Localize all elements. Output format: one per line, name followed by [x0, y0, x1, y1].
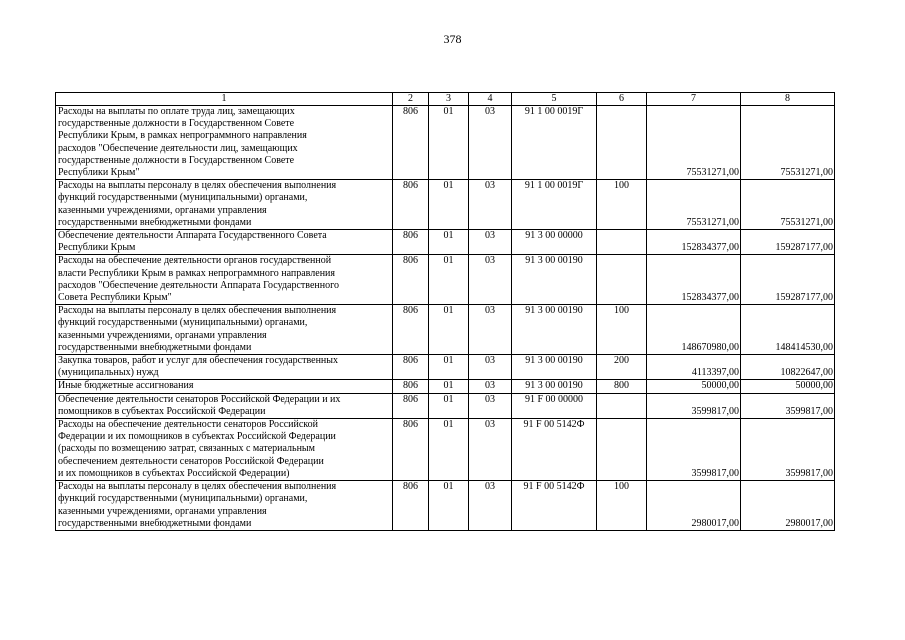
cell-expense-name: Закупка товаров, работ и услуг для обеспечения государственных (муниципальных) нужд — [56, 355, 393, 380]
cell-subsection-code: 03 — [469, 180, 512, 230]
cell-expense-name: Расходы на выплаты персоналу в целях обеспечения выполнения функций государственными (муниципальными) органами, казенными учреждениями, органами управления государственными внебюджетными фондами — [56, 481, 393, 531]
cell-target-article: 91 3 00 00190 — [512, 380, 597, 393]
cell-ministry-code: 806 — [393, 380, 429, 393]
table-header-row — [56, 93, 835, 106]
cell-expense-type: 100 — [597, 305, 647, 355]
cell-amount-col8: 3599817,00 — [741, 393, 835, 418]
cell-subsection-code: 03 — [469, 255, 512, 305]
cell-section-code: 01 — [429, 305, 469, 355]
cell-subsection-code: 03 — [469, 106, 512, 180]
cell-expense-name: Иные бюджетные ассигнования — [56, 380, 393, 393]
cell-subsection-code: 03 — [469, 305, 512, 355]
cell-section-code: 01 — [429, 230, 469, 255]
cell-expense-type — [597, 393, 647, 418]
column-header: 5 — [512, 93, 597, 106]
budget-table — [55, 92, 835, 531]
cell-subsection-code: 03 — [469, 419, 512, 481]
cell-subsection-code: 03 — [469, 380, 512, 393]
cell-amount-col7: 75531271,00 — [647, 106, 741, 180]
cell-ministry-code: 806 — [393, 305, 429, 355]
cell-amount-col8: 75531271,00 — [741, 106, 835, 180]
cell-expense-name: Обеспечение деятельности Аппарата Государственного Совета Республики Крым — [56, 230, 393, 255]
cell-expense-name: Обеспечение деятельности сенаторов Российской Федерации и их помощников в субъектах Российской Федерации — [56, 393, 393, 418]
cell-amount-col8: 2980017,00 — [741, 481, 835, 531]
cell-ministry-code: 806 — [393, 106, 429, 180]
cell-expense-name: Расходы на выплаты персоналу в целях обеспечения выполнения функций государственными (муниципальными) органами, казенными учреждениями, органами управления государственными внебюджетными фондами — [56, 180, 393, 230]
cell-section-code: 01 — [429, 481, 469, 531]
cell-amount-col7: 3599817,00 — [647, 419, 741, 481]
cell-target-article: 91 F 00 5142Ф — [512, 419, 597, 481]
cell-amount-col8: 10822647,00 — [741, 355, 835, 380]
cell-section-code: 01 — [429, 255, 469, 305]
cell-subsection-code: 03 — [469, 355, 512, 380]
cell-amount-col8: 148414530,00 — [741, 305, 835, 355]
cell-expense-type: 100 — [597, 481, 647, 531]
cell-amount-col7: 50000,00 — [647, 380, 741, 393]
cell-amount-col8: 75531271,00 — [741, 180, 835, 230]
cell-amount-col7: 148670980,00 — [647, 305, 741, 355]
page-number: 378 — [443, 32, 462, 46]
cell-amount-col7: 2980017,00 — [647, 481, 741, 531]
cell-amount-col7: 3599817,00 — [647, 393, 741, 418]
cell-amount-col7: 75531271,00 — [647, 180, 741, 230]
cell-ministry-code: 806 — [393, 393, 429, 418]
cell-target-article: 91 1 00 0019Г — [512, 106, 597, 180]
table-row — [56, 180, 835, 230]
cell-subsection-code: 03 — [469, 393, 512, 418]
cell-section-code: 01 — [429, 180, 469, 230]
table-row — [56, 230, 835, 255]
cell-expense-type — [597, 419, 647, 481]
cell-section-code: 01 — [429, 419, 469, 481]
column-header: 2 — [393, 93, 429, 106]
cell-amount-col7: 152834377,00 — [647, 255, 741, 305]
cell-target-article: 91 3 00 00000 — [512, 230, 597, 255]
column-header: 3 — [429, 93, 469, 106]
cell-ministry-code: 806 — [393, 355, 429, 380]
table-row — [56, 106, 835, 180]
cell-ministry-code: 806 — [393, 255, 429, 305]
cell-amount-col7: 152834377,00 — [647, 230, 741, 255]
cell-ministry-code: 806 — [393, 481, 429, 531]
column-header: 8 — [741, 93, 835, 106]
cell-amount-col8: 50000,00 — [741, 380, 835, 393]
cell-expense-type — [597, 255, 647, 305]
column-header: 1 — [56, 93, 393, 106]
column-header: 6 — [597, 93, 647, 106]
cell-target-article: 91 1 00 0019Г — [512, 180, 597, 230]
cell-expense-type: 800 — [597, 380, 647, 393]
cell-amount-col7: 4113397,00 — [647, 355, 741, 380]
cell-section-code: 01 — [429, 106, 469, 180]
cell-target-article: 91 F 00 00000 — [512, 393, 597, 418]
cell-subsection-code: 03 — [469, 481, 512, 531]
cell-target-article: 91 F 00 5142Ф — [512, 481, 597, 531]
cell-amount-col8: 159287177,00 — [741, 255, 835, 305]
table-row — [56, 255, 835, 305]
cell-expense-type: 200 — [597, 355, 647, 380]
table-row — [56, 393, 835, 418]
cell-target-article: 91 3 00 00190 — [512, 305, 597, 355]
cell-subsection-code: 03 — [469, 230, 512, 255]
cell-section-code: 01 — [429, 380, 469, 393]
table-row — [56, 305, 835, 355]
cell-target-article: 91 3 00 00190 — [512, 255, 597, 305]
column-header: 4 — [469, 93, 512, 106]
cell-amount-col8: 159287177,00 — [741, 230, 835, 255]
cell-ministry-code: 806 — [393, 180, 429, 230]
cell-ministry-code: 806 — [393, 230, 429, 255]
cell-expense-name: Расходы на выплаты персоналу в целях обеспечения выполнения функций государственными (муниципальными) органами, казенными учреждениями, органами управления государственными внебюджетными фондами — [56, 305, 393, 355]
cell-expense-type — [597, 230, 647, 255]
cell-ministry-code: 806 — [393, 419, 429, 481]
cell-target-article: 91 3 00 00190 — [512, 355, 597, 380]
table-row — [56, 380, 835, 393]
cell-expense-name: Расходы на обеспечение деятельности сенаторов Российской Федерации и их помощников в субъектах Российской Федерации (расходы по возмещению затрат, связанных с материальным обеспечением деятельности сенаторов Российской Федерации и их помощников в субъектах Российской Федерации) — [56, 419, 393, 481]
cell-expense-name: Расходы на выплаты по оплате труда лиц, замещающих государственные должности в Государственном Совете Республики Крым, в рамках непрограммного направления расходов "Обеспечение деятельности лиц, замещающих государственные должности в Государственном Совете Республики Крым" — [56, 106, 393, 180]
cell-expense-type — [597, 106, 647, 180]
cell-expense-name: Расходы на обеспечение деятельности органов государственной власти Республики Крым в рамках непрограммного направления расходов "Обеспечение деятельности Аппарата Государственного Совета Республики Крым" — [56, 255, 393, 305]
cell-section-code: 01 — [429, 393, 469, 418]
cell-section-code: 01 — [429, 355, 469, 380]
cell-expense-type: 100 — [597, 180, 647, 230]
cell-amount-col8: 3599817,00 — [741, 419, 835, 481]
table-row — [56, 419, 835, 481]
column-header: 7 — [647, 93, 741, 106]
table-row — [56, 355, 835, 380]
table-row — [56, 481, 835, 531]
